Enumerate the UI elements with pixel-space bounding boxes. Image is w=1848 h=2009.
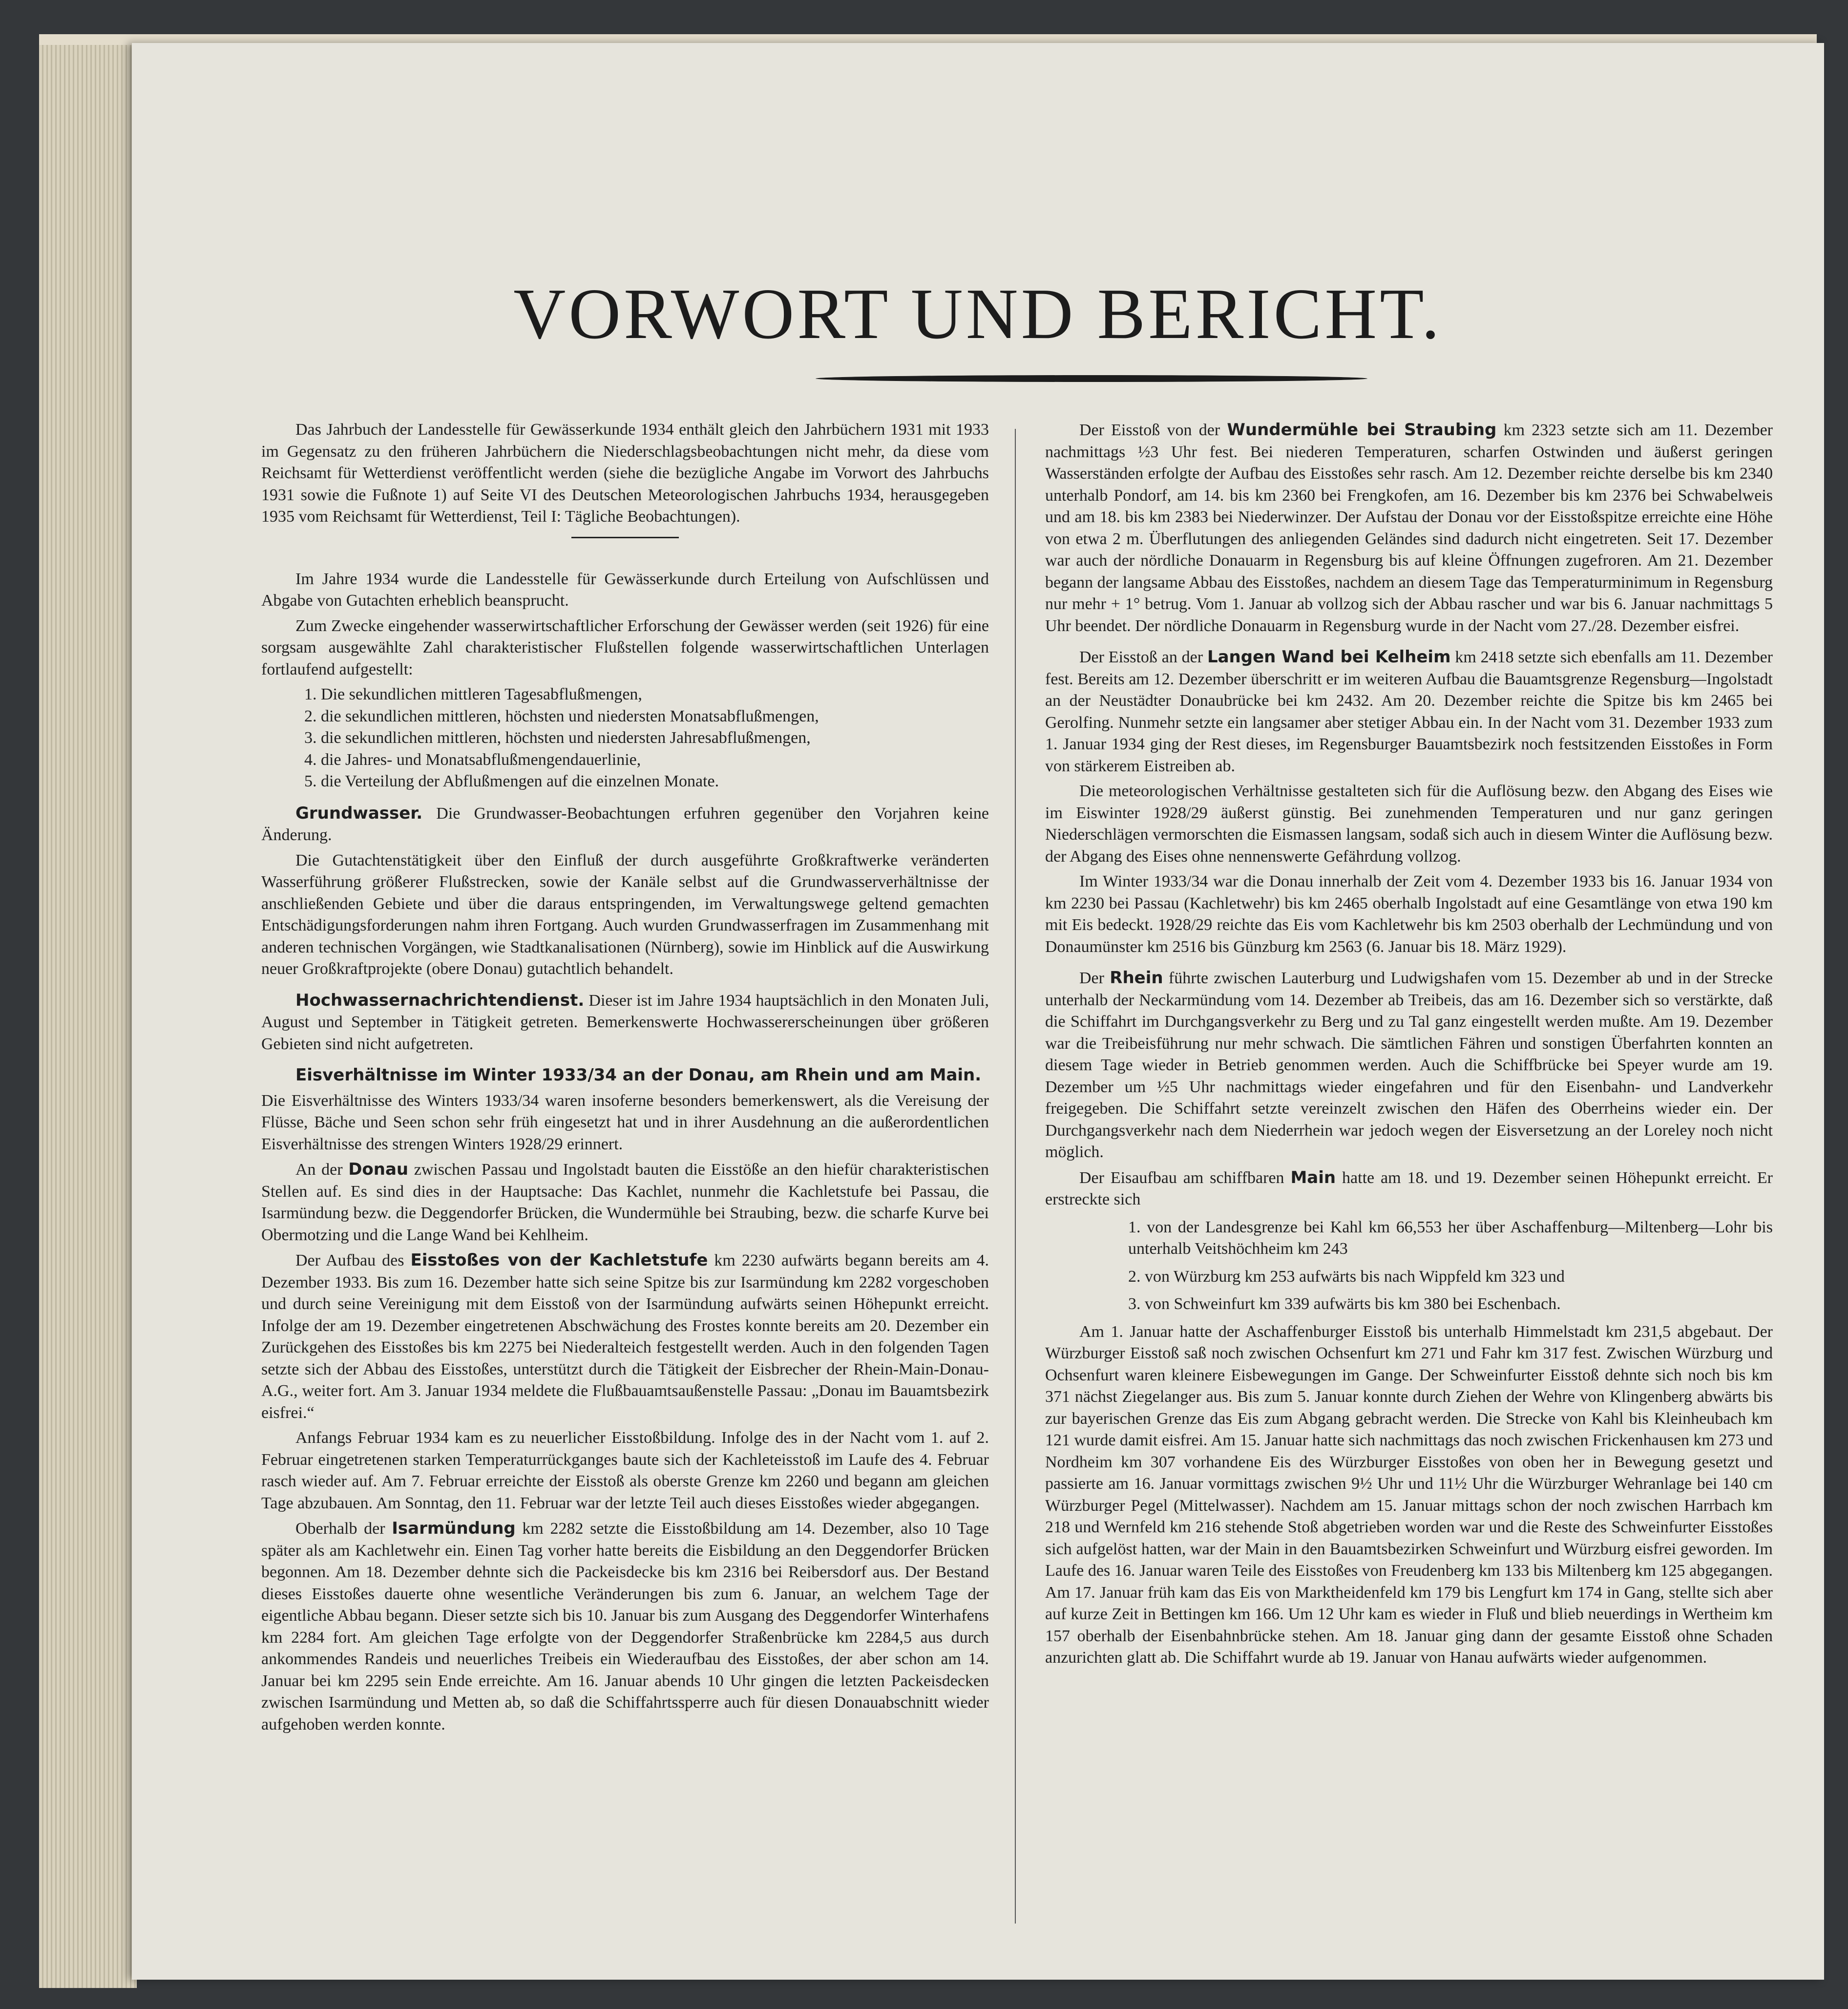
page-edges xyxy=(39,34,137,1988)
rhein-heading: Rhein xyxy=(1110,968,1163,988)
list-item: 4. die Jahres- und Monatsabflußmengendauerlinie, xyxy=(304,750,641,769)
right-column xyxy=(1045,419,1773,1672)
kachlet-pre: Der Aufbau des xyxy=(295,1251,411,1269)
donau-pre: An der xyxy=(295,1161,349,1179)
donau-heading: Donau xyxy=(348,1160,409,1179)
list-item: 2. von Würzburg km 253 aufwärts bis nach Wippfeld km 323 und xyxy=(1128,1267,1565,1286)
title-underline xyxy=(816,375,1367,382)
langewand-pre: Der Eisstoß an der xyxy=(1079,648,1207,666)
winter-paragraph: Im Winter 1933/34 war die Donau innerhalb der Zeit vom 4. Dezember 1933 bis 16. Januar 1934 von km 2230 bei Passau (Kachletwehr) bis km 2465 oberhalb Ingolstadt auf eine Gesamtlänge von etwa 190 km mit Eis bedeckt. 1928/29 reichte das Eis vom Kachletwehr bis km 2503 oberhalb der Lechmündung und von Donaumünster km 2516 bis Günzburg km 2563 (6. Januar bis 18. März 1929). xyxy=(1045,872,1773,956)
main-text: hatte am 18. und 19. Dezember seinen Höhepunkt erreicht. Er erstreckte sich xyxy=(1045,1168,1773,1208)
main-heading: Main xyxy=(1290,1167,1336,1187)
intro-paragraph: Das Jahrbuch der Landesstelle für Gewässerkunde 1934 enthält gleich den Jahrbüchern 1931 mit 1933 im Gegensatz zu den früheren Jahrbüchern die Niederschlagsbeobachtungen nicht mehr, da diese vom Reichsamt für Wetterdienst veröffentlicht werden (siehe die bezügliche Angabe im Vorwort des Jahrbuchs 1931 sowie die Fußnote 1) auf Seite VI des Deutschen Meteorologischen Jahrbuchs 1934, herausgegeben 1935 vom Reichsamt für Wetterdienst, Teil I: Tägliche Beobachtungen). xyxy=(261,421,989,526)
langewand-paragraph xyxy=(1045,646,1773,777)
rhein-pre: Der xyxy=(1079,969,1110,987)
isar-heading: Isarmündung xyxy=(392,1519,516,1538)
wundermuehle-text: km 2323 setzte sich am 11. Dezember nachmittags ½3 Uhr fest. Bei niederen Temperaturen, scharfen Ostwinden und äußerst geringen Wasserständen erfolgte der Aufbau des Eisstoßes sehr rasch. Am 12. Dezember reichte derselbe bis km 2340 unterhalb Pondorf, am 14. bis km 2360 bei Frengkofen, am 16. Dezember bis km 2376 bei Schwabelweis und am 18. bis km 2383 bei Niederwinzer. Der Aufstau der Donau vor der Eisstoßspitze erreichte eine Höhe von etwa 2 m. Überflutungen des anliegenden Geländes sind dadurch nicht eingetreten. Seit 17. Dezember war auch der nördliche Donauarm in Regensburg bis auf kleine Öffnungen zugefroren. Am 21. Dezember begann der langsame Abbau des Eisstoßes, nachdem an diesem Tage das Temperaturminimum in Regensburg nur mehr + 1° betrug. Vom 1. Januar ab vollzog sich der Abbau rascher und war bis 6. Januar nachmittags 5 Uhr beendet. Der nördliche Donauarm in Regensburg wurde in der Nacht vom 27./28. Dezember eisfrei. xyxy=(1045,421,1773,635)
langewand-text: km 2418 setzte sich ebenfalls am 11. Dezember fest. Bereits am 12. Dezember überschritt er im weiteren Aufbau die Bauamtsgrenze Regensburg—Ingolstadt an der Neustädter Donaubrücke bei km 2432. Am 20. Dezember reichte die Spitze bis km 2465 bei Gerolfing. Nunmehr setzte ein langsamer aber stetiger Abbau ein. In der Nacht vom 31. Dezember 1933 zum 1. Januar 1934 ging der Rest dieses, im Regensburger Bauamtsbezirk noch festsitzenden Eisstoßes in Form von stärkerem Eistreiben ab. xyxy=(1045,648,1773,775)
kachlet-paragraph xyxy=(261,1249,989,1424)
gutachten-paragraph: Die Gutachtenstätigkeit über den Einfluß der durch ausgeführte Großkraftwerke veränderten Wasserführung größerer Flußstrecken, sowie der Kanäle selbst auf die Grundwasserverhältnisse der anschließenden Gebiete und über die daraus entspringenden, im Verwaltungswege geltend gemachten Entschädigungsforderungen nahm ihren Fortgang. Auch wurden Grundwasserfragen im Zusammenhang mit anderen technischen Vorgängen, wie Stadtkanalisationen (Nürnberg), sowie im Hinblick auf die Auswirkung neuer Großkraftprojekte (obere Donau) gutachtlich behandelt. xyxy=(261,851,989,978)
list-item: 1. von der Landesgrenze bei Kahl km 66,553 her über Aschaffenburg—Miltenberg—Lohr bis unterhalb Veitshöchheim km 243 xyxy=(1128,1218,1773,1258)
paragraph-erforschung: Zum Zwecke eingehender wasserwirtschaftlicher Erforschung der Gewässer werden (seit 1926) für eine sorgsam ausgewählte Zahl charakteristischer Flußstellen folgende wasserwirtschaftlichen Unterlagen fortlaufend aufgestellt: xyxy=(261,616,989,678)
grundwasser-paragraph xyxy=(261,803,989,846)
unterlagen-list xyxy=(261,684,989,793)
kachlet-heading: Eisstoßes von der Kachletstufe xyxy=(410,1250,708,1270)
eis-heading: Eisverhältnisse im Winter 1933/34 an der Donau, am Rhein und am Main. xyxy=(295,1065,982,1085)
kachlet-text: km 2230 aufwärts begann bereits am 4. Dezember 1933. Bis zum 16. Dezember hatte sich seine Spitze bis zur Isarmündung km 2282 vorgeschoben und durch seine Vereinigung mit dem Eisstoß von der Isarmündung aufwärts seinen Höhepunkt erreicht. Infolge der am 19. Dezember eingetretenen Abschwächung des Frostes konnte bereits am 20. Dezember ein Zurückgehen des Eisstoßes bis km 2275 bei Niederalteich festgestellt werden. Auch in den folgenden Tagen setzte sich der Abbau des Eisstoßes, unterstützt durch die Tätigkeit der Eisbrecher der Rhein-Main-Donau-A.G., weiter fort. Am 3. Januar 1934 meldete die Flußbauamtsaußenstelle Passau: „Donau im Bauamtsbezirk eisfrei.“ xyxy=(261,1251,989,1422)
wundermuehle-pre: Der Eisstoß von der xyxy=(1079,421,1227,439)
isar-pre: Oberhalb der xyxy=(295,1520,392,1538)
main-pre: Der Eisaufbau am schiffbaren xyxy=(1079,1168,1291,1187)
hochwasser-heading: Hochwassernachrichtendienst. xyxy=(295,990,585,1010)
rhein-text: führte zwischen Lauterburg und Ludwigshafen vom 15. Dezember ab und in der Strecke unterhalb der Neckarmündung vom 14. Dezember ab Treibeis, das am 16. Dezember sich so verstärkte, daß die Schiffahrt im Durchgangsverkehr zu Berg und zu Tal ganz eingestellt werden mußte. Am 19. Dezember war die Treibeisführung nur mehr schwach. Die sämtlichen Fähren und sonstigen Überfahrten konnten an diesem Tage wieder in Betrieb genommen werden. Auch die Schiffbrücke bei Speyer wurde am 19. Dezember um ½5 Uhr nachmittags wieder eingefahren und für den Eisenbahn- und Landverkehr freigegeben. Die Schiffahrt setzte vereinzelt zwischen den Häfen des Oberrheins wieder ein. Der Durchgangsverkehr nach dem Niederrhein war jedoch wegen der Eisversetzung an der Loreley noch nicht möglich. xyxy=(1045,969,1773,1161)
wundermuehle-heading: Wundermühle bei Straubing xyxy=(1227,420,1497,440)
list-item: 3. von Schweinfurt km 339 aufwärts bis km 380 bei Eschenbach. xyxy=(1128,1295,1561,1313)
isar-text: km 2282 setzte die Eisstoßbildung am 14. Dezember, also 10 Tage später als am Kachletwehr ein. Einen Tag vorher hatte bereits die Eisbildung an den Deggendorfer Brücken begonnen. Am 18. Dezember dehnte sich die Packeisdecke bis km 2316 bei Reibersdorf aus. Der Bestand dieses Eisstoßes dauerte ohne wesentliche Veränderungen bis zum 6. Januar, an welchem Tage der eigentliche Abbau begann. Dieser setzte sich bis 10. Januar bis zum Ausgang des Deggendorfer Winterhafens km 2284 fort. Am gleichen Tage erfolgte von der Deggendorfer Straßenbrücke km 2284,5 aus durch ankommendes Randeis und neuerliches Treibeis ein Wiederaufbau des Eisstoßes, der aber schon am 14. Januar bei km 2295 sein Ende erreichte. Am 16. Januar abends 10 Uhr gingen die letzten Packeisdecken zwischen Isarmündung und Metten ab, so daß die Schiffahrtssperre auch für diesen Donauabschnitt wieder aufgehoben werden konnte. xyxy=(261,1520,989,1734)
final-paragraph: Am 1. Januar hatte der Aschaffenburger Eisstoß bis unterhalb Himmelstadt km 231,5 abgebaut. Der Würzburger Eisstoß saß noch zwischen Ochsenfurt km 271 und Fahr km 317 fest. Zwischen Würzburg und Ochsenfurt waren kleinere Eisbewegungen im Gange. Der Schweinfurter Eisstoß dehnte sich noch bis km 371 nächst Ziegelanger aus. Bis zum 5. Januar konnte durch Ziehen der Wehre von Klingenberg abwärts bis zur bayerischen Grenze das Eis zum Abgang gebracht werden. Die Strecke von Kahl bis Kleinheubach km 121 wurde damit eisfrei. Am 15. Januar hatte sich nachmittags das noch zwischen Frickenhausen km 273 und Nordheim km 307 vorhandene Eis des Würzburger Eisstoßes von oben her in Bewegung gesetzt und passierte am 16. Januar vormittags zwischen 9½ Uhr und 11½ Uhr die Würzburger Wehranlage bei 140 cm Würzburger Pegel (Mittelwasser). Nachdem am 15. Januar mittags schon der noch zwischen Harrbach km 218 und Wernfeld km 216 stehende Stoß abgetrieben worden war und die Reste des Schweinfurter Eisstoßes sich aufgelöst hatten, war der Main in den Bauamtsbezirken Schweinfurt und Würzburg eisfrei geworden. Im Laufe des 16. Januar waren Teile des Eisstoßes von Freudenberg km 133 bis Miltenberg km 125 abgegangen. Am 17. Januar früh kam das Eis von Marktheidenfeld km 179 bis Lengfurt km 174 in Gang, stellte sich aber auf kurze Zeit in Bettingen km 166. Um 12 Uhr kam es wieder in Fluß und blieb neuerdings in Wertheim km 157 oberhalb der Eisenbahnbrücke stehen. Am 18. Januar ging dann der gesamte Eisstoß ohne Schaden anzurichten glatt ab. Die Schiffahrt wurde ab 19. Januar von Hanau aufwärts wieder aufgenommen. xyxy=(1045,1322,1773,1667)
main-list xyxy=(1045,1217,1773,1315)
page-title: VORWORT UND BERICHT. xyxy=(513,274,1443,354)
grundwasser-text: Die Grundwasser-Beobachtungen erfuhren gegenüber den Vorjahren keine Änderung. xyxy=(261,804,989,844)
meteo-paragraph: Die meteorologischen Verhältnisse gestalteten sich für die Auflösung bezw. den Abgang des Eises wie im Eiswinter 1928/29 äußerst günstig. Bei zunehmenden Temperaturen und nur ganz geringen Niederschlägen vermorschten die Eismassen langsam, sodaß sich auch in diesem Winter die Auflösung bezw. der Abgang des Eises ohne nennenswerte Gefährdung vollzog. xyxy=(1045,782,1773,866)
section-divider xyxy=(571,537,679,538)
donau-text: zwischen Passau und Ingolstadt bauten die Eisstöße an den hiefür charakteristischen Stellen auf. Es sind dies in der Hauptsache: Das Kachlet, nunmehr die Kachletstufe bei Passau, die Isarmündung bezw. die Deggendorfer Brücken, die Wundermühle bei Straubing, bezw. die scharfe Kurve bei Obermotzing und die Lange Wand bei Kehlheim. xyxy=(261,1161,989,1244)
left-column xyxy=(261,419,989,1739)
main-paragraph xyxy=(1045,1167,1773,1211)
list-item: 5. die Verteilung der Abflußmengen auf die einzelnen Monate. xyxy=(304,772,719,790)
hochwasser-text: Dieser ist im Jahre 1934 hauptsächlich in den Monaten Juli, August und September in Tätigkeit getreten. Bemerkenswerte Hochwassererscheinungen über größeren Gebieten sind nicht aufgetreten. xyxy=(261,991,989,1053)
eis-heading-paragraph xyxy=(261,1064,989,1087)
paragraph-gutachten: Im Jahre 1934 wurde die Landesstelle für Gewässerkunde durch Erteilung von Aufschlüssen und Abgabe von Gutachten erheblich beansprucht. xyxy=(261,570,989,610)
wundermuehle-paragraph xyxy=(1045,419,1773,637)
list-item: 2. die sekundlichen mittleren, höchsten und niedersten Monatsabflußmengen, xyxy=(304,707,819,725)
list-item: 1. Die sekundlichen mittleren Tagesabflußmengen, xyxy=(304,685,642,703)
column-divider xyxy=(1015,429,1016,1924)
langewand-heading: Langen Wand bei Kelheim xyxy=(1207,647,1451,667)
rhein-paragraph xyxy=(1045,967,1773,1163)
hochwasser-paragraph xyxy=(261,990,989,1056)
document-page xyxy=(132,43,1824,1980)
list-item: 3. die sekundlichen mittleren, höchsten und niedersten Jahresabflußmengen, xyxy=(304,729,811,747)
grundwasser-heading: Grundwasser. xyxy=(295,803,423,823)
februar-paragraph: Anfangs Februar 1934 kam es zu neuerlicher Eisstoßbildung. Infolge des in der Nacht vom 1. auf 2. Februar eingetretenen starken Temperaturrückganges baute sich der Kachleteisstoß im Laufe des 4. Februar rasch wieder auf. Am 7. Februar erreichte der Eisstoß als oberste Grenze km 2260 und begann am gleichen Tage abzubauen. Am Sonntag, den 11. Februar war der letzte Teil auch dieses Eisstoßes wieder abgegangen. xyxy=(261,1429,989,1512)
donau-paragraph xyxy=(261,1159,989,1246)
isar-paragraph xyxy=(261,1518,989,1735)
eis-paragraph: Die Eisverhältnisse des Winters 1933/34 waren insoferne besonders bemerkenswert, als die Vereisung der Flüsse, Bäche und Seen schon sehr früh eingesetzt hat und in ihrer Ausdehnung an die außerordentlichen Eisverhältnisse des strengen Winters 1928/29 erinnert. xyxy=(261,1091,989,1153)
